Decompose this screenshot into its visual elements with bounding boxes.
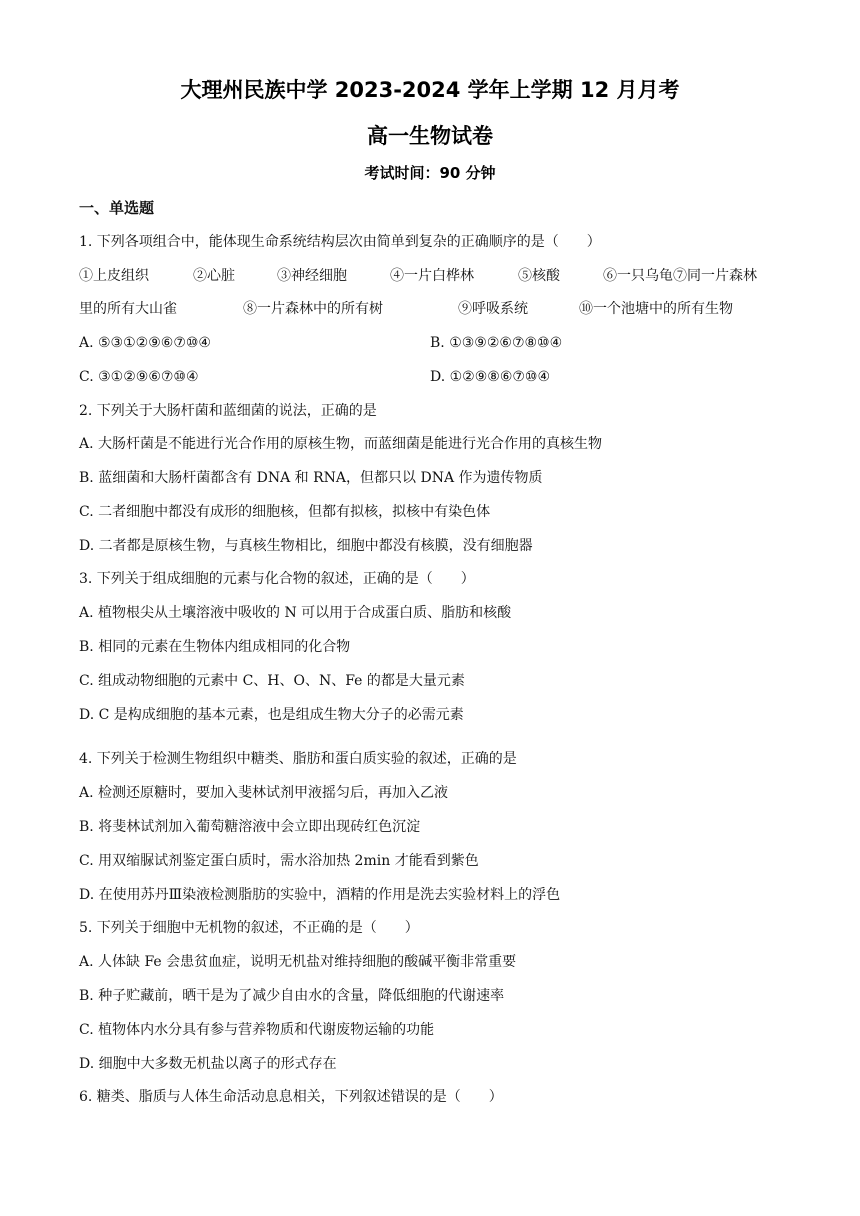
q1-option-c: C. ③①②⑨⑥⑦⑩④ <box>79 369 199 385</box>
q1-item: ④一片白桦林 <box>390 268 474 284</box>
q3-option-b: B. 相同的元素在生物体内组成相同的化合物 <box>79 639 351 655</box>
q4-option-a: A. 检测还原糖时，要加入斐林试剂甲液摇匀后，再加入乙液 <box>79 785 449 801</box>
q3-option-a: A. 植物根尖从土壤溶液中吸收的 N 可以用于合成蛋白质、脂肪和核酸 <box>79 605 512 621</box>
q1-item: ①上皮组织 <box>79 268 149 284</box>
q3-option-d: D. C 是构成细胞的基本元素，也是组成生物大分子的必需元素 <box>79 707 464 723</box>
q1-item: 里的所有大山雀 <box>79 301 177 317</box>
q3-option-c: C. 组成动物细胞的元素中 C、H、O、N、Fe 的都是大量元素 <box>79 673 465 689</box>
q1-item: ⑤核酸 <box>518 268 560 284</box>
q5-option-c: C. 植物体内水分具有参与营养物质和代谢废物运输的功能 <box>79 1022 435 1038</box>
q2-stem: 2. 下列关于大肠杆菌和蓝细菌的说法，正确的是 <box>79 403 377 419</box>
q4-option-b: B. 将斐林试剂加入葡萄糖溶液中会立即出现砖红色沉淀 <box>79 819 421 835</box>
q5-option-a: A. 人体缺 Fe 会患贫血症，说明无机盐对维持细胞的酸碱平衡非常重要 <box>79 954 517 970</box>
q5-option-d: D. 细胞中大多数无机盐以离子的形式存在 <box>79 1056 337 1072</box>
exam-title: 大理州民族中学 2023-2024 学年上学期 12 月月考 <box>180 78 680 102</box>
q1-item: ⑥一只乌龟⑦同一片森林 <box>603 268 757 284</box>
q1-stem: 1. 下列各项组合中，能体现生命系统结构层次由简单到复杂的正确顺序的是（ ） <box>79 234 601 250</box>
q4-option-c: C. 用双缩脲试剂鉴定蛋白质时，需水浴加热 2min 才能看到紫色 <box>79 853 479 869</box>
q6-stem: 6. 糖类、脂质与人体生命活动息息相关，下列叙述错误的是（ ） <box>79 1089 503 1105</box>
q4-stem: 4. 下列关于检测生物组织中糖类、脂肪和蛋白质实验的叙述，正确的是 <box>79 751 517 767</box>
q2-option-c: C. 二者细胞中都没有成形的细胞核，但都有拟核，拟核中有染色体 <box>79 504 491 520</box>
q5-stem: 5. 下列关于细胞中无机物的叙述，不正确的是（ ） <box>79 920 419 936</box>
q1-option-d: D. ①②⑨⑧⑥⑦⑩④ <box>430 369 551 385</box>
q1-items-line2 <box>79 299 733 319</box>
q2-option-b: B. 蓝细菌和大肠杆菌都含有 DNA 和 RNA，但都只以 DNA 作为遗传物质 <box>79 470 543 486</box>
q4-option-d: D. 在使用苏丹Ⅲ染液检测脂肪的实验中，酒精的作用是洗去实验材料上的浮色 <box>79 887 561 903</box>
section-heading: 一、单选题 <box>79 199 155 217</box>
q2-option-a: A. 大肠杆菌是不能进行光合作用的原核生物，而蓝细菌是能进行光合作用的真核生物 <box>79 436 603 452</box>
q1-option-a: A. ⑤③①②⑨⑥⑦⑩④ <box>79 335 211 351</box>
q5-option-b: B. 种子贮藏前，晒干是为了减少自由水的含量，降低细胞的代谢速率 <box>79 988 505 1004</box>
q1-item: ⑩一个池塘中的所有生物 <box>579 301 733 317</box>
q1-item: ⑨呼吸系统 <box>458 301 528 317</box>
q2-option-d: D. 二者都是原核生物，与真核生物相比，细胞中都没有核膜，没有细胞器 <box>79 538 533 554</box>
q1-items-line1 <box>79 266 757 286</box>
q1-item: ⑧一片森林中的所有树 <box>243 301 383 317</box>
q3-stem: 3. 下列关于组成细胞的元素与化合物的叙述，正确的是（ ） <box>79 571 475 587</box>
exam-subtitle: 高一生物试卷 <box>367 124 493 148</box>
q1-item: ③神经细胞 <box>277 268 347 284</box>
q1-item: ②心脏 <box>193 268 235 284</box>
q1-option-b: B. ①③⑨②⑥⑦⑧⑩④ <box>430 335 563 351</box>
exam-time: 考试时间：90 分钟 <box>364 164 496 182</box>
